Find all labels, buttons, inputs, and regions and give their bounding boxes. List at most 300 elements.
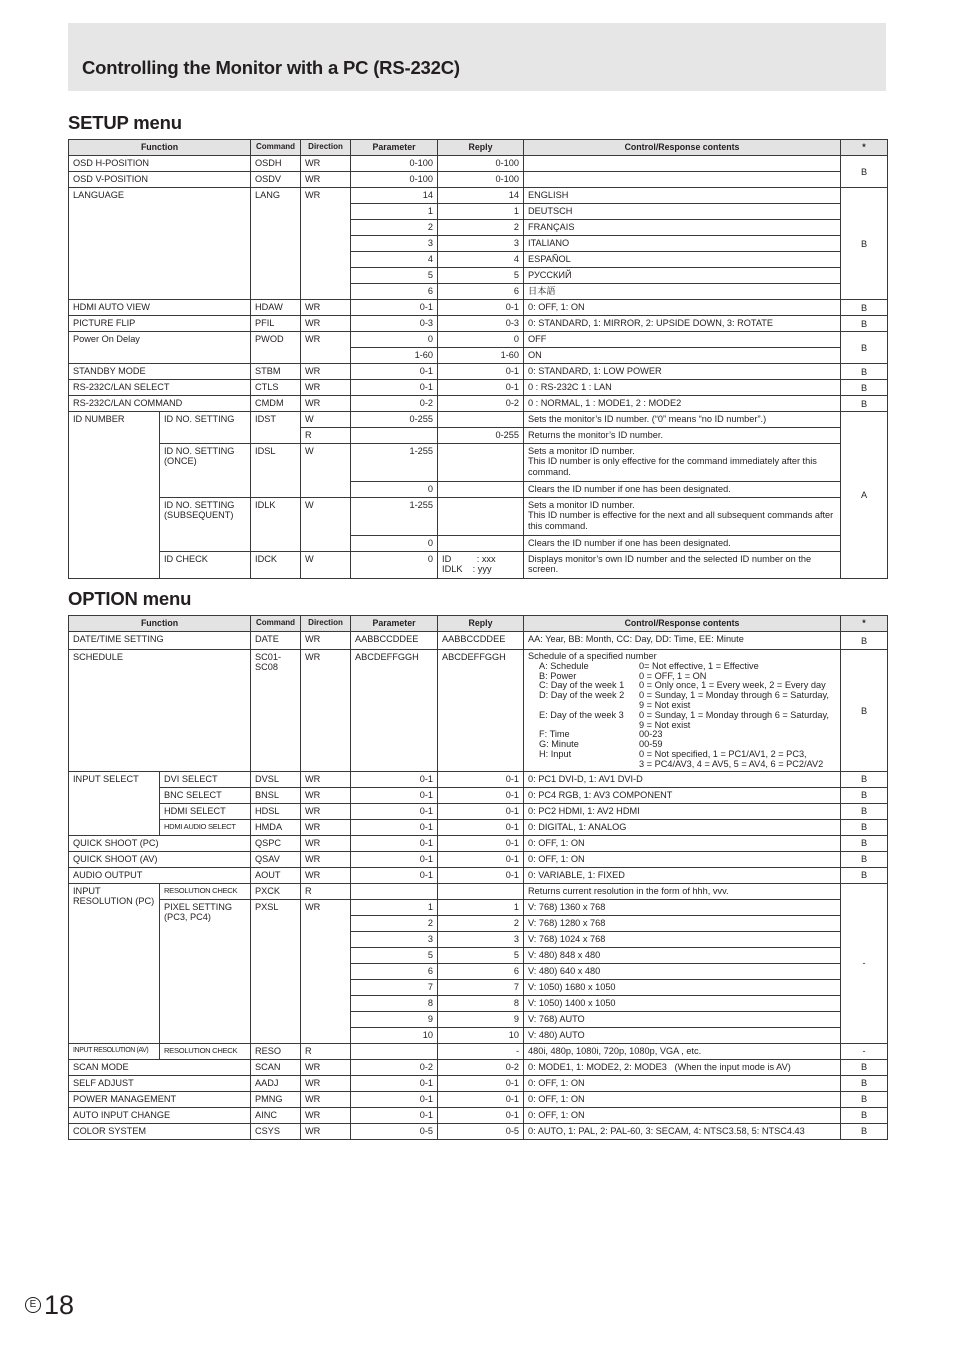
cell-subfunction: ID NO. SETTING (ONCE)	[160, 444, 251, 498]
table-row	[69, 1107, 888, 1123]
cell-star: B	[841, 1107, 888, 1123]
cell-contents: 0: OFF, 1: ON	[524, 300, 841, 316]
setup-menu-title: SETUP menu	[68, 112, 182, 133]
cell-function: ID NUMBER	[69, 412, 160, 579]
cell-parameter: 1-60	[351, 348, 438, 364]
schedule-field-label: F: Time	[539, 729, 570, 740]
cell-contents: 0: OFF, 1: ON	[524, 1107, 841, 1123]
cell-parameter: 0-1	[351, 819, 438, 835]
cell-reply: 0-1	[438, 787, 524, 803]
cell-command: HDAW	[251, 300, 301, 316]
cell-parameter	[351, 428, 438, 444]
cell-contents: РУССКИЙ	[524, 268, 841, 284]
cell-parameter: 0-2	[351, 1059, 438, 1075]
cell-star: B	[841, 380, 888, 396]
cell-contents: 0: PC1 DVI-D, 1: AV1 DVI-D	[524, 771, 841, 787]
cell-parameter: 1-255	[351, 498, 438, 536]
cell-parameter: 3	[351, 236, 438, 252]
cell-contents: 0: MODE1, 1: MODE2, 2: MODE3 (When the input mode is AV)	[524, 1059, 841, 1075]
cell-subfunction: DVI SELECT	[160, 771, 251, 787]
cell-function: AUDIO OUTPUT	[69, 867, 251, 883]
col-header: Function	[69, 140, 251, 156]
cell-parameter: 0	[351, 332, 438, 348]
cell-parameter: 0-100	[351, 156, 438, 172]
cell-function: INPUT RESOLUTION (AV)	[69, 1043, 160, 1059]
cell-direction: WR	[301, 156, 351, 172]
cell-contents	[524, 156, 841, 172]
cell-reply: 0-2	[438, 396, 524, 412]
cell-contents: Sets a monitor ID number. This ID number is only effective for the command immediately after this command.	[524, 444, 841, 482]
cell-direction: WR	[301, 316, 351, 332]
schedule-intro: Schedule of a specified number	[528, 651, 657, 661]
cell-direction: WR	[301, 172, 351, 188]
cell-subfunction: HDMI SELECT	[160, 803, 251, 819]
cell-function: INPUT SELECT	[69, 771, 160, 835]
cell-command: QSAV	[251, 851, 301, 867]
table-row	[69, 1043, 888, 1059]
cell-contents: 0: OFF, 1: ON	[524, 1091, 841, 1107]
cell-contents: 0: DIGITAL, 1: ANALOG	[524, 819, 841, 835]
cell-direction: WR	[301, 1059, 351, 1075]
cell-subfunction: ID CHECK	[160, 552, 251, 579]
cell-star: B	[841, 867, 888, 883]
cell-contents: Sets the monitor’s ID number. (“0” means “no ID number”.)	[524, 412, 841, 428]
setup-table	[68, 139, 888, 579]
cell-parameter: 0-1	[351, 803, 438, 819]
cell-command: CTLS	[251, 380, 301, 396]
cell-reply: 4	[438, 252, 524, 268]
cell-parameter: 2	[351, 915, 438, 931]
cell-reply: 0-1	[438, 803, 524, 819]
cell-function: SCAN MODE	[69, 1059, 251, 1075]
cell-contents: 480i, 480p, 1080i, 720p, 1080p, VGA , etc.	[524, 1043, 841, 1059]
table-header-row	[69, 616, 888, 632]
cell-contents: ITALIANO	[524, 236, 841, 252]
schedule-field-label: H: Input	[539, 748, 572, 759]
language-badge: E	[25, 1297, 41, 1313]
cell-star: B	[841, 803, 888, 819]
cell-direction: WR	[301, 380, 351, 396]
cell-parameter: 0-3	[351, 316, 438, 332]
cell-direction: WR	[301, 851, 351, 867]
cell-reply: 6	[438, 284, 524, 300]
page-title: Controlling the Monitor with a PC (RS-232C)	[82, 57, 460, 78]
cell-reply	[438, 883, 524, 899]
cell-star: B	[841, 787, 888, 803]
schedule-field-value: 0 = Not specified, 1 = PC1/AV1, 2 = PC3, 3 = PC4/AV3, 4 = AV5, 5 = AV4, 6 = PC2/AV2	[639, 748, 824, 769]
table-row	[69, 552, 888, 579]
cell-star: B	[841, 364, 888, 380]
cell-contents: 0: STANDARD, 1: MIRROR, 2: UPSIDE DOWN, 3: ROTATE	[524, 316, 841, 332]
cell-reply: 1	[438, 204, 524, 220]
cell-reply: 8	[438, 995, 524, 1011]
cell-function: PICTURE FLIP	[69, 316, 251, 332]
cell-subfunction: ID NO. SETTING (SUBSEQUENT)	[160, 498, 251, 552]
cell-command: HMDA	[251, 819, 301, 835]
cell-star: B	[841, 300, 888, 316]
cell-reply	[438, 444, 524, 482]
cell-direction: WR	[301, 803, 351, 819]
schedule-field-value: 0 = OFF, 1 = ON	[639, 670, 707, 681]
cell-star: B	[841, 650, 888, 772]
cell-reply: 0-100	[438, 156, 524, 172]
cell-parameter: ABCDEFFGGH	[351, 650, 438, 772]
cell-parameter: 0	[351, 552, 438, 579]
col-header: Direction	[301, 140, 351, 156]
cell-contents: 0: VARIABLE, 1: FIXED	[524, 867, 841, 883]
cell-function: QUICK SHOOT (PC)	[69, 835, 251, 851]
cell-contents: Returns the monitor’s ID number.	[524, 428, 841, 444]
cell-command: IDLK	[251, 498, 301, 552]
cell-parameter: 0-1	[351, 380, 438, 396]
cell-contents: 日本語	[524, 284, 841, 300]
schedule-field-value: 00-59	[639, 739, 663, 750]
cell-direction: WR	[301, 632, 351, 650]
header-band	[68, 23, 886, 91]
cell-contents: V: 768) AUTO	[524, 1011, 841, 1027]
cell-direction: WR	[301, 364, 351, 380]
cell-reply: 0	[438, 332, 524, 348]
cell-command: OSDV	[251, 172, 301, 188]
reply-line: ID : xxx	[442, 554, 496, 564]
cell-command: IDSL	[251, 444, 301, 498]
cell-command: CSYS	[251, 1123, 301, 1139]
cell-star: B	[841, 835, 888, 851]
cell-contents: Clears the ID number if one has been designated.	[524, 536, 841, 552]
cell-contents: OFF	[524, 332, 841, 348]
cell-reply: 1	[438, 899, 524, 915]
cell-command: STBM	[251, 364, 301, 380]
cell-reply: 0-2	[438, 1059, 524, 1075]
table-row	[69, 316, 888, 332]
cell-contents: 0: OFF, 1: ON	[524, 1075, 841, 1091]
cell-direction: WR	[301, 188, 351, 300]
table-row	[69, 412, 888, 428]
cell-command: SC01- SC08	[251, 650, 301, 772]
cell-reply: 14	[438, 188, 524, 204]
cell-direction: R	[301, 428, 351, 444]
cell-star: B	[841, 1059, 888, 1075]
table-row	[69, 883, 888, 899]
cell-parameter: 14	[351, 188, 438, 204]
cell-reply: 0-1	[438, 1091, 524, 1107]
table-row	[69, 380, 888, 396]
cell-function: AUTO INPUT CHANGE	[69, 1107, 251, 1123]
col-header: Parameter	[351, 140, 438, 156]
cell-direction: W	[301, 552, 351, 579]
table-row	[69, 851, 888, 867]
cell-direction: WR	[301, 899, 351, 1043]
schedule-field-label: E: Day of the week 3	[539, 709, 624, 720]
cell-reply: -	[438, 1043, 524, 1059]
schedule-field-label: A: Schedule	[539, 660, 589, 671]
cell-reply: 10	[438, 1027, 524, 1043]
schedule-field-label: D: Day of the week 2	[539, 690, 625, 701]
cell-parameter: 0-1	[351, 771, 438, 787]
col-header: *	[841, 616, 888, 632]
cell-star: B	[841, 1075, 888, 1091]
table-row	[69, 1123, 888, 1139]
col-header: Direction	[301, 616, 351, 632]
cell-subfunction: RESOLUTION CHECK	[160, 1043, 251, 1059]
cell-reply: 0-1	[438, 867, 524, 883]
cell-direction: WR	[301, 1091, 351, 1107]
cell-contents: ESPAÑOL	[524, 252, 841, 268]
cell-parameter: 6	[351, 963, 438, 979]
schedule-field-label: B: Power	[539, 670, 577, 681]
cell-command: PXCK	[251, 883, 301, 899]
cell-contents: 0: PC4 RGB, 1: AV3 COMPONENT	[524, 787, 841, 803]
cell-parameter	[351, 1043, 438, 1059]
cell-star: B	[841, 396, 888, 412]
col-header: Control/Response contents	[524, 616, 841, 632]
cell-parameter: 0-1	[351, 1075, 438, 1091]
cell-contents: V: 480) 640 x 480	[524, 963, 841, 979]
cell-parameter: AABBCCDDEE	[351, 632, 438, 650]
cell-parameter: 4	[351, 252, 438, 268]
cell-star: A	[841, 412, 888, 579]
cell-star: B	[841, 851, 888, 867]
cell-contents: ON	[524, 348, 841, 364]
cell-contents: Clears the ID number if one has been designated.	[524, 482, 841, 498]
cell-command: AADJ	[251, 1075, 301, 1091]
cell-function: Power On Delay	[69, 332, 251, 364]
table-row	[69, 498, 888, 536]
cell-parameter: 3	[351, 931, 438, 947]
cell-function: SELF ADJUST	[69, 1075, 251, 1091]
cell-direction: R	[301, 1043, 351, 1059]
cell-contents: FRANÇAIS	[524, 220, 841, 236]
cell-reply: 6	[438, 963, 524, 979]
table-row	[69, 771, 888, 787]
table-row	[69, 300, 888, 316]
table-row	[69, 1075, 888, 1091]
cell-command: HDSL	[251, 803, 301, 819]
cell-star: B	[841, 188, 888, 300]
cell-parameter: 5	[351, 268, 438, 284]
cell-parameter: 9	[351, 1011, 438, 1027]
cell-direction: WR	[301, 867, 351, 883]
table-row	[69, 819, 888, 835]
cell-direction: W	[301, 412, 351, 428]
cell-reply: 1-60	[438, 348, 524, 364]
schedule-field-value: 0 = Only once, 1 = Every week, 2 = Every day	[639, 680, 826, 691]
table-row	[69, 396, 888, 412]
cell-reply: 7	[438, 979, 524, 995]
cell-parameter: 7	[351, 979, 438, 995]
cell-parameter: 0-1	[351, 1107, 438, 1123]
cell-parameter: 0-2	[351, 396, 438, 412]
schedule-field-label: C: Day of the week 1	[539, 680, 625, 691]
cell-star: B	[841, 632, 888, 650]
cell-direction: WR	[301, 396, 351, 412]
option-menu-title: OPTION menu	[68, 588, 192, 609]
cell-parameter: 0-1	[351, 787, 438, 803]
cell-function: STANDBY MODE	[69, 364, 251, 380]
cell-direction: WR	[301, 1123, 351, 1139]
cell-direction: WR	[301, 650, 351, 772]
table-row	[69, 650, 888, 772]
cell-contents: V: 768) 1024 x 768	[524, 931, 841, 947]
cell-parameter: 0-5	[351, 1123, 438, 1139]
cell-command: IDCK	[251, 552, 301, 579]
cell-reply: 0-1	[438, 364, 524, 380]
cell-reply: 3	[438, 236, 524, 252]
cell-direction: WR	[301, 787, 351, 803]
schedule-field-value: 0= Not effective, 1 = Effective	[639, 660, 759, 671]
cell-direction: WR	[301, 835, 351, 851]
cell-contents: V: 768) 1360 x 768	[524, 899, 841, 915]
cell-star: -	[841, 1043, 888, 1059]
cell-parameter: 0-255	[351, 412, 438, 428]
cell-reply: 9	[438, 1011, 524, 1027]
cell-function: SCHEDULE	[69, 650, 251, 772]
cell-reply: 0-1	[438, 300, 524, 316]
cell-parameter: 0-1	[351, 364, 438, 380]
col-header: Reply	[438, 140, 524, 156]
cell-parameter: 0-100	[351, 172, 438, 188]
cell-reply: 0-5	[438, 1123, 524, 1139]
cell-reply: 5	[438, 268, 524, 284]
cell-star: B	[841, 1091, 888, 1107]
cell-command: OSDH	[251, 156, 301, 172]
cell-command: SCAN	[251, 1059, 301, 1075]
cell-contents: V: 480) AUTO	[524, 1027, 841, 1043]
cell-reply: ABCDEFFGGH	[438, 650, 524, 772]
table-row	[69, 632, 888, 650]
cell-direction: WR	[301, 819, 351, 835]
cell-command: DATE	[251, 632, 301, 650]
cell-reply	[438, 552, 524, 579]
col-header: Reply	[438, 616, 524, 632]
cell-reply: 0-1	[438, 835, 524, 851]
cell-function: INPUT RESOLUTION (PC)	[69, 883, 160, 1043]
cell-star: B	[841, 1123, 888, 1139]
table-row	[69, 803, 888, 819]
cell-parameter: 0	[351, 536, 438, 552]
cell-function: RS-232C/LAN COMMAND	[69, 396, 251, 412]
cell-function: OSD H-POSITION	[69, 156, 251, 172]
cell-reply: 5	[438, 947, 524, 963]
schedule-field-value: 0 = Sunday, 1 = Monday through 6 = Saturday, 9 = Not exist	[639, 690, 829, 710]
cell-reply: 0-1	[438, 819, 524, 835]
cell-contents: Sets a monitor ID number. This ID number is effective for the next and all subsequent commands after this command.	[524, 498, 841, 536]
cell-direction: W	[301, 444, 351, 498]
cell-parameter: 1-255	[351, 444, 438, 482]
table-row	[69, 835, 888, 851]
cell-direction: WR	[301, 771, 351, 787]
cell-star: B	[841, 156, 888, 188]
cell-star: B	[841, 771, 888, 787]
cell-reply: AABBCCDDEE	[438, 632, 524, 650]
table-row	[69, 899, 888, 915]
table-row	[69, 1059, 888, 1075]
cell-subfunction: PIXEL SETTING (PC3, PC4)	[160, 899, 251, 1043]
cell-command: AOUT	[251, 867, 301, 883]
cell-command: DVSL	[251, 771, 301, 787]
col-header: Command	[251, 616, 301, 632]
cell-function: LANGUAGE	[69, 188, 251, 300]
table-header-row	[69, 140, 888, 156]
cell-command: PMNG	[251, 1091, 301, 1107]
cell-function: POWER MANAGEMENT	[69, 1091, 251, 1107]
cell-command: LANG	[251, 188, 301, 300]
cell-contents: AA: Year, BB: Month, CC: Day, DD: Time, EE: Minute	[524, 632, 841, 650]
cell-command: IDST	[251, 412, 301, 444]
cell-reply	[438, 536, 524, 552]
cell-star: B	[841, 316, 888, 332]
cell-contents	[524, 650, 841, 772]
cell-reply: 0-100	[438, 172, 524, 188]
col-header: *	[841, 140, 888, 156]
cell-direction: WR	[301, 1107, 351, 1123]
table-row	[69, 332, 888, 348]
col-header: Parameter	[351, 616, 438, 632]
cell-command: BNSL	[251, 787, 301, 803]
cell-command: PFIL	[251, 316, 301, 332]
cell-parameter: 1	[351, 899, 438, 915]
cell-contents: Displays monitor’s own ID number and the selected ID number on the screen.	[524, 552, 841, 579]
cell-reply: 0-1	[438, 1075, 524, 1091]
cell-contents: Returns current resolution in the form of hhh, vvv.	[524, 883, 841, 899]
cell-contents	[524, 172, 841, 188]
cell-star: B	[841, 332, 888, 364]
cell-parameter	[351, 883, 438, 899]
cell-direction: W	[301, 498, 351, 552]
cell-star: B	[841, 819, 888, 835]
col-header: Control/Response contents	[524, 140, 841, 156]
cell-function: COLOR SYSTEM	[69, 1123, 251, 1139]
cell-contents: V: 768) 1280 x 768	[524, 915, 841, 931]
cell-contents: 0: OFF, 1: ON	[524, 835, 841, 851]
cell-reply	[438, 482, 524, 498]
cell-contents: 0: AUTO, 1: PAL, 2: PAL-60, 3: SECAM, 4: NTSC3.58, 5: NTSC4.43	[524, 1123, 841, 1139]
cell-function: HDMI AUTO VIEW	[69, 300, 251, 316]
cell-function: OSD V-POSITION	[69, 172, 251, 188]
cell-command: CMDM	[251, 396, 301, 412]
schedule-fields	[539, 662, 836, 770]
schedule-field-label: G: Minute	[539, 739, 579, 750]
cell-contents: 0: PC2 HDMI, 1: AV2 HDMI	[524, 803, 841, 819]
cell-reply: 0-255	[438, 428, 524, 444]
cell-command: AINC	[251, 1107, 301, 1123]
cell-subfunction: RESOLUTION CHECK	[160, 883, 251, 899]
cell-contents: DEUTSCH	[524, 204, 841, 220]
cell-contents: ENGLISH	[524, 188, 841, 204]
cell-subfunction: BNC SELECT	[160, 787, 251, 803]
cell-parameter: 2	[351, 220, 438, 236]
cell-reply: 0-3	[438, 316, 524, 332]
cell-reply: 2	[438, 220, 524, 236]
cell-parameter: 0	[351, 482, 438, 498]
schedule-field-value: 0 = Sunday, 1 = Monday through 6 = Saturday, 9 = Not exist	[639, 709, 829, 730]
col-header: Function	[69, 616, 251, 632]
cell-reply: 0-1	[438, 1107, 524, 1123]
table-row	[69, 364, 888, 380]
cell-parameter: 6	[351, 284, 438, 300]
cell-command: RESO	[251, 1043, 301, 1059]
cell-parameter: 0-1	[351, 1091, 438, 1107]
cell-direction: WR	[301, 1075, 351, 1091]
cell-contents: 0: STANDARD, 1: LOW POWER	[524, 364, 841, 380]
cell-contents: V: 1050) 1680 x 1050	[524, 979, 841, 995]
cell-command: PXSL	[251, 899, 301, 1043]
cell-reply: 0-1	[438, 771, 524, 787]
cell-parameter: 5	[351, 947, 438, 963]
cell-command: QSPC	[251, 835, 301, 851]
schedule-field-value: 00-23	[639, 729, 663, 740]
cell-parameter: 0-1	[351, 300, 438, 316]
